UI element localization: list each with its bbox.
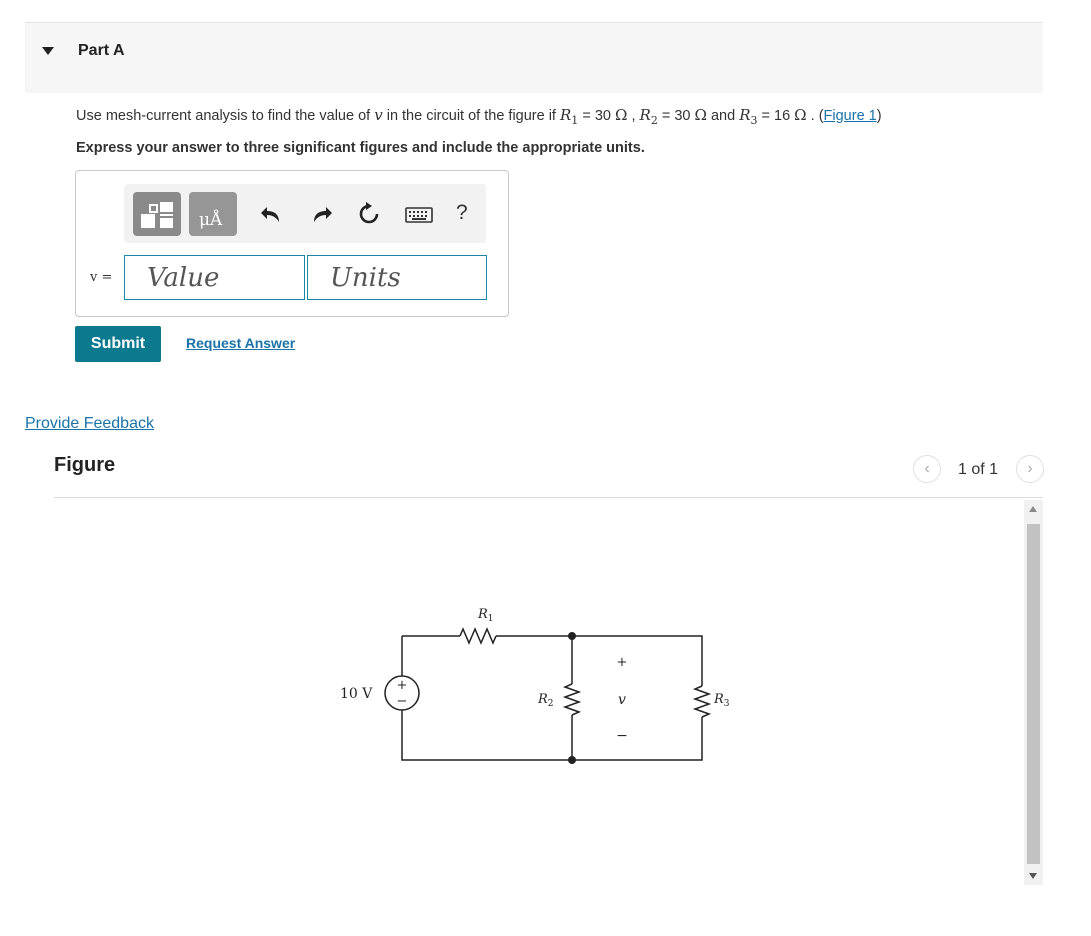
units-input[interactable] — [308, 256, 486, 299]
source-plus: + — [396, 678, 408, 693]
templates-icon — [133, 192, 181, 236]
value-field — [124, 255, 305, 300]
r1-symbol — [560, 106, 579, 127]
v-plus: + — [616, 655, 628, 670]
r1-symbol-sub: 1 — [571, 114, 579, 127]
scroll-thumb[interactable] — [1027, 524, 1040, 864]
v-label: v — [618, 692, 626, 708]
provide-feedback-link[interactable]: Provide Feedback — [25, 415, 154, 432]
figure-pager: 1 of 1 — [958, 461, 999, 478]
next-figure-button[interactable]: › — [1016, 455, 1044, 483]
redo-icon[interactable] — [309, 198, 335, 230]
figure-title: Figure — [54, 454, 116, 476]
request-answer-link[interactable]: Request Answer — [186, 335, 296, 351]
r2-symbol-sub: 2 — [650, 114, 658, 127]
r1-label — [477, 607, 494, 624]
figure-link[interactable]: Figure 1 — [823, 108, 877, 124]
r1-label-sub: 1 — [487, 614, 494, 624]
keyboard-icon[interactable] — [404, 198, 434, 230]
math-toolbar — [124, 184, 486, 243]
r2-label-sub: 2 — [547, 699, 554, 709]
question-text-1: Use mesh-current analysis to find the value of — [76, 108, 375, 124]
source-minus: − — [396, 694, 408, 709]
r2-resistor — [565, 684, 579, 715]
separator-2: and — [706, 108, 740, 124]
r1-value: = 30 — [578, 108, 615, 124]
units-glyph: μÅ — [199, 210, 223, 230]
answer-instruction: Express your answer to three significant figures and include the appropriate units. — [76, 140, 645, 156]
r3-label-letter: R — [714, 692, 724, 707]
ohm-symbol-3: Ω — [794, 106, 807, 124]
ohm-symbol-2: Ω — [694, 106, 707, 124]
r3-resistor — [695, 686, 709, 717]
separator-3: . ( — [806, 108, 824, 124]
r1-resistor — [460, 629, 496, 643]
templates-button[interactable] — [133, 192, 181, 236]
r3-symbol — [739, 106, 758, 127]
question-text — [76, 106, 882, 127]
source-label: 10 V — [340, 686, 373, 702]
variable-v: v — [374, 106, 383, 124]
close-paren: ) — [876, 108, 882, 124]
units-button[interactable] — [189, 192, 237, 236]
r2-label-letter: R — [538, 692, 548, 707]
part-header[interactable] — [25, 23, 1043, 93]
question-text-2: in the circuit of the figure if — [382, 108, 560, 124]
units-field — [307, 255, 487, 300]
answer-label: v = — [90, 270, 113, 285]
r1-label-letter: R — [478, 607, 488, 622]
r3-symbol-letter: R — [739, 106, 751, 124]
scroll-down-icon[interactable] — [1029, 873, 1037, 879]
part-title: Part A — [78, 42, 125, 59]
v-minus: − — [616, 728, 628, 744]
r1-symbol-letter: R — [560, 106, 572, 124]
ohm-symbol-1: Ω — [614, 106, 628, 124]
value-input[interactable] — [125, 256, 304, 299]
prev-figure-button[interactable]: ‹ — [913, 455, 941, 483]
r2-value: = 30 — [657, 108, 695, 124]
bottom-node — [568, 756, 576, 764]
top-node — [568, 632, 576, 640]
submit-button[interactable]: Submit — [75, 326, 161, 362]
figure-scrollbar[interactable] — [1024, 500, 1043, 885]
r2-label — [537, 692, 554, 709]
r3-symbol-sub: 3 — [750, 114, 758, 127]
reset-icon[interactable] — [356, 198, 382, 230]
help-button[interactable]: ? — [456, 201, 468, 224]
separator-1: , — [627, 108, 640, 124]
r3-value: = 16 — [757, 108, 795, 124]
circuit-diagram — [320, 590, 780, 780]
r2-symbol — [639, 106, 658, 127]
scroll-up-icon[interactable] — [1029, 506, 1037, 512]
collapse-caret-icon[interactable] — [42, 47, 54, 55]
undo-icon[interactable] — [258, 198, 284, 230]
r3-label — [713, 692, 730, 709]
r2-symbol-letter: R — [639, 106, 651, 124]
figure-divider — [54, 497, 1043, 498]
r3-label-sub: 3 — [723, 699, 730, 709]
